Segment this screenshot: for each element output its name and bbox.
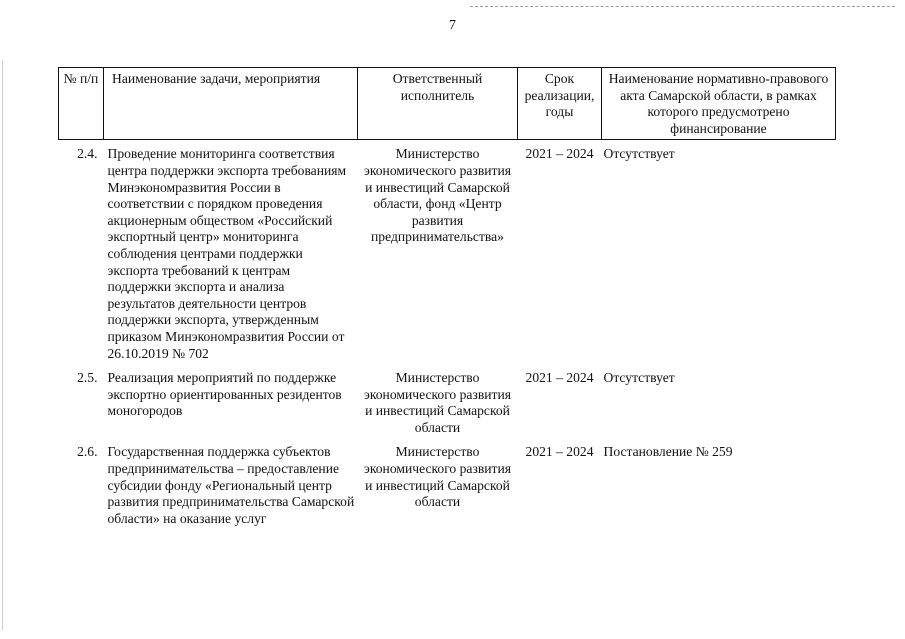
row-legal-act: Постановление № 259: [603, 444, 733, 460]
table-header-row: [59, 68, 836, 140]
row-legal-act: Отсутствует: [603, 146, 675, 162]
row-term: 2021 – 2024: [525, 146, 594, 162]
measures-table: [58, 67, 836, 535]
row-term: 2021 – 2024: [525, 370, 594, 386]
row-task-name: Проведение мониторинга соответствия центра поддержки экспорта требованиям Минэкономразвития России в соответствии с порядком проведения акционерным обществом «Российский экспортный центр» мониторинга соблюдения центрами поддержки экспорта требований к центрам поддержки экспорта и анализа результатов деятельности центров поддержки экспорта, утвержденным приказом Минэкономразвития России от 26.10.2019 № 702: [107, 146, 347, 361]
table-row: [59, 140, 836, 370]
row-legal-act: Отсутствует: [603, 370, 675, 386]
row-executor: Министерство экономического развития и инвестиций Самарской области, фонд «Центр развития предпринимательства»: [364, 146, 511, 245]
scan-artifact-top: [470, 6, 895, 7]
table-row: [59, 444, 836, 535]
header-legal-act: Наименование нормативно-правового акта Самарской области, в рамках которого предусмотрено финансирование: [602, 68, 836, 140]
row-number: 2.5.: [77, 370, 98, 386]
header-executor: Ответственный исполнитель: [358, 68, 518, 140]
header-task-name: Наименование задачи, мероприятия: [104, 68, 358, 140]
header-num: № п/п: [59, 68, 104, 140]
row-number: 2.6.: [77, 444, 98, 460]
row-task-name: Реализация мероприятий по поддержке экспортно ориентированных резидентов моногородов: [107, 370, 342, 419]
page-number: 7: [449, 18, 456, 33]
row-term: 2021 – 2024: [525, 444, 594, 460]
row-task-name: Государственная поддержка субъектов предпринимательства – предоставление субсидии фонду «Региональный центр развития предпринимательства Самарской области» на оказание услуг: [107, 444, 355, 526]
row-executor: Министерство экономического развития и инвестиций Самарской области: [364, 370, 511, 435]
header-term: Срок реализации, годы: [518, 68, 602, 140]
table-row: [59, 370, 836, 444]
row-executor: Министерство экономического развития и инвестиций Самарской области: [364, 444, 511, 510]
row-number: 2.4.: [77, 146, 98, 162]
scan-artifact-left: [2, 60, 3, 630]
